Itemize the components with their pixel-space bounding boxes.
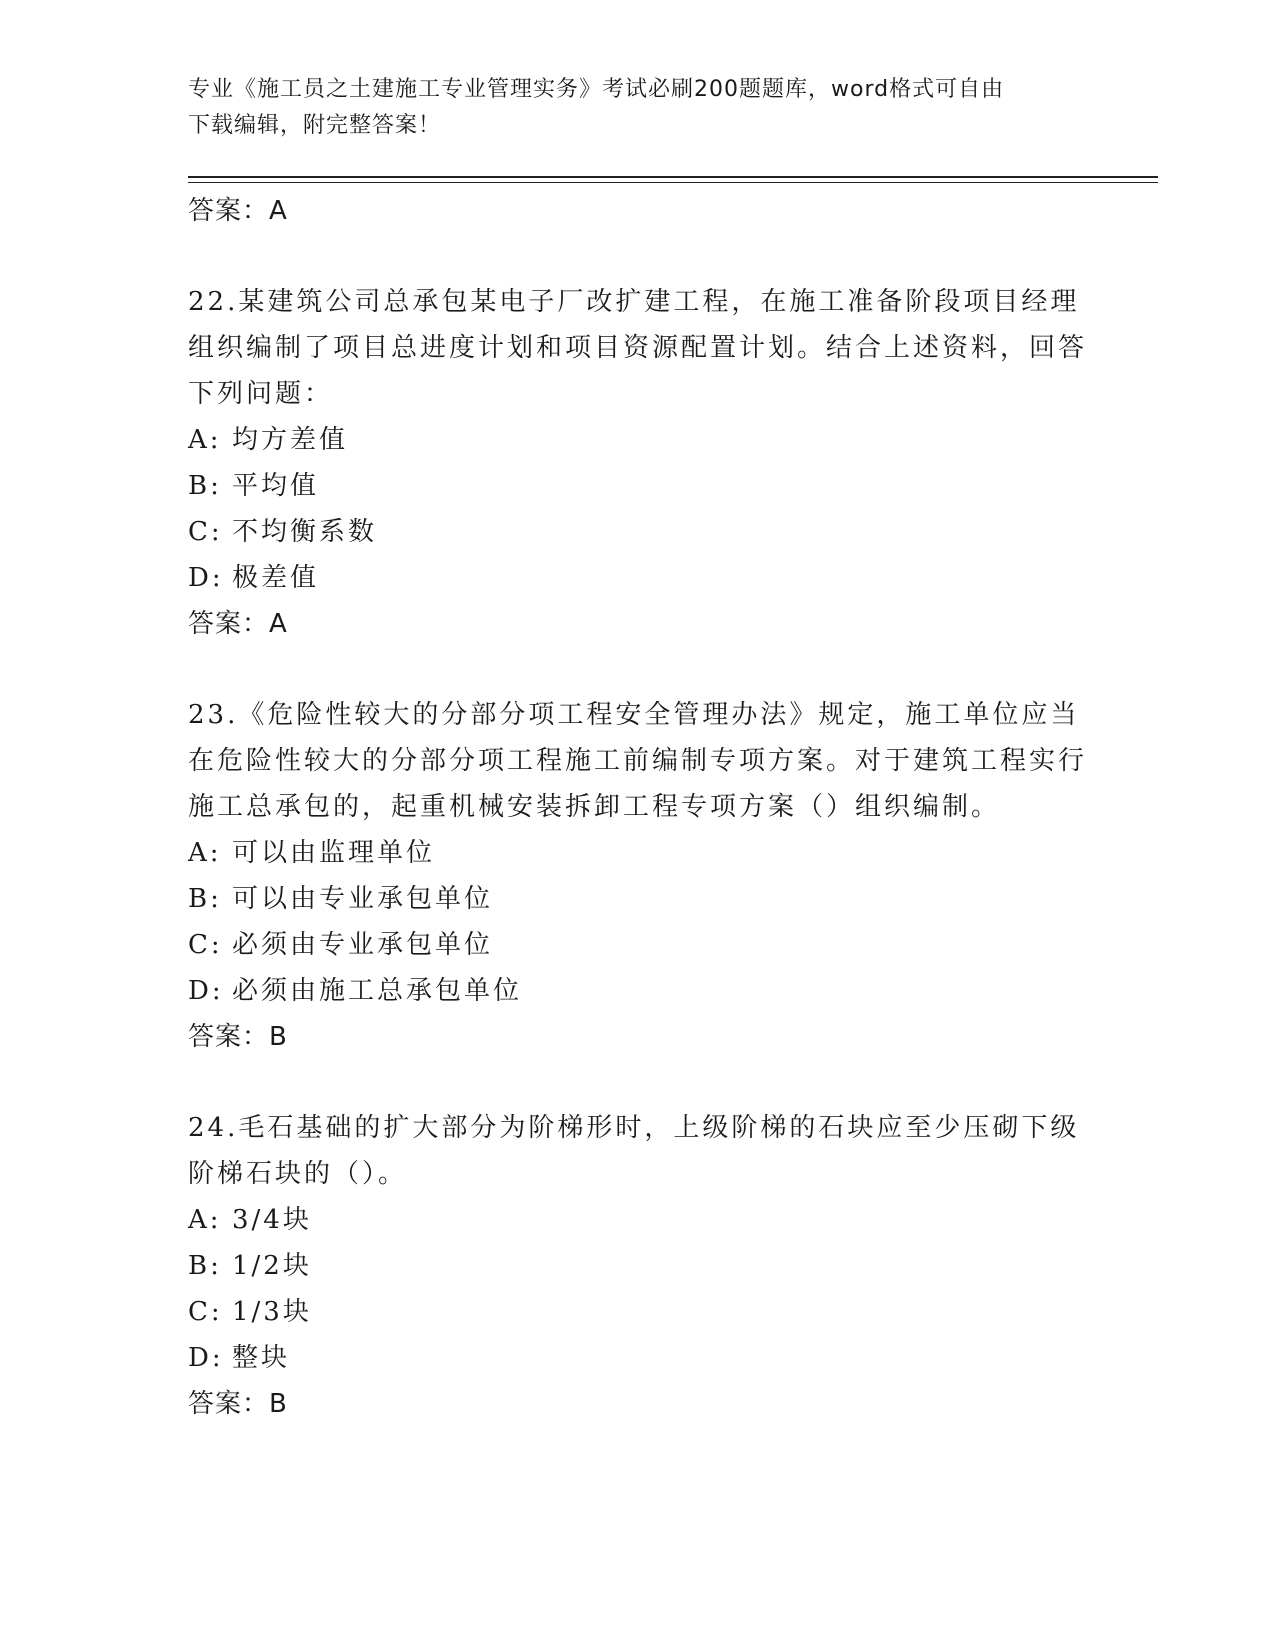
question-text: 24.毛石基础的扩大部分为阶梯形时，上级阶梯的石块应至少压砌下级阶梯石块的（）。 [188,1113,1080,1189]
option-text: 可以由专业承包单位 [232,884,494,914]
option-letter: B: [188,884,222,914]
option-letter: D: [188,1343,224,1373]
option-letter: B: [188,471,222,501]
option-text: 必须由专业承包单位 [232,930,494,960]
option-text: 可以由监理单位 [232,838,436,868]
option-d [188,555,1088,601]
option-c [188,509,1088,555]
option-letter: D: [188,563,224,593]
header-divider-thin [188,182,1158,183]
answer-line: 答案：B [188,1022,288,1052]
option-a [188,417,1088,463]
document-header: 专业《施工员之土建施工专业管理实务》考试必刷200题题库，word格式可自由 下载编辑，附完整答案！ [188,77,1005,138]
option-letter: A: [188,1205,222,1235]
option-text: 1/3块 [232,1297,312,1327]
question-block [188,692,1088,1060]
option-c [188,922,1088,968]
option-text: 不均衡系数 [232,517,378,547]
answer-line: 答案：A [188,609,288,639]
document-body [188,188,1088,1427]
option-c [188,1289,1088,1335]
question-block [188,279,1088,647]
answer-line: 答案：A [188,196,288,226]
answer-line: 答案：B [188,1389,288,1419]
option-d [188,968,1088,1014]
question-text: 22.某建筑公司总承包某电子厂改扩建工程，在施工准备阶段项目经理组织编制了项目总进度计划和项目资源配置计划。结合上述资料，回答下列问题： [188,287,1088,409]
option-text: 必须由施工总承包单位 [232,976,523,1006]
option-a [188,1197,1088,1243]
option-letter: B: [188,1251,222,1281]
option-letter: C: [188,930,223,960]
option-text: 极差值 [232,563,320,593]
option-text: 3/4块 [232,1205,312,1235]
option-text: 均方差值 [232,425,349,455]
option-letter: D: [188,976,224,1006]
option-letter: C: [188,517,223,547]
option-b [188,1243,1088,1289]
option-text: 平均值 [232,471,320,501]
option-letter: C: [188,1297,223,1327]
option-b [188,876,1088,922]
option-letter: A: [188,425,222,455]
option-d [188,1335,1088,1381]
option-text: 1/2块 [232,1251,312,1281]
question-block [188,1105,1088,1427]
option-b [188,463,1088,509]
option-a [188,830,1088,876]
question-text: 23.《危险性较大的分部分项工程安全管理办法》规定，施工单位应当在危险性较大的分部分项工程施工前编制专项方案。对于建筑工程实行施工总承包的，起重机械安装拆卸工程专项方案（）组织编制。 [188,700,1088,822]
option-letter: A: [188,838,222,868]
header-divider-thick [188,176,1158,178]
option-text: 整块 [232,1343,291,1373]
